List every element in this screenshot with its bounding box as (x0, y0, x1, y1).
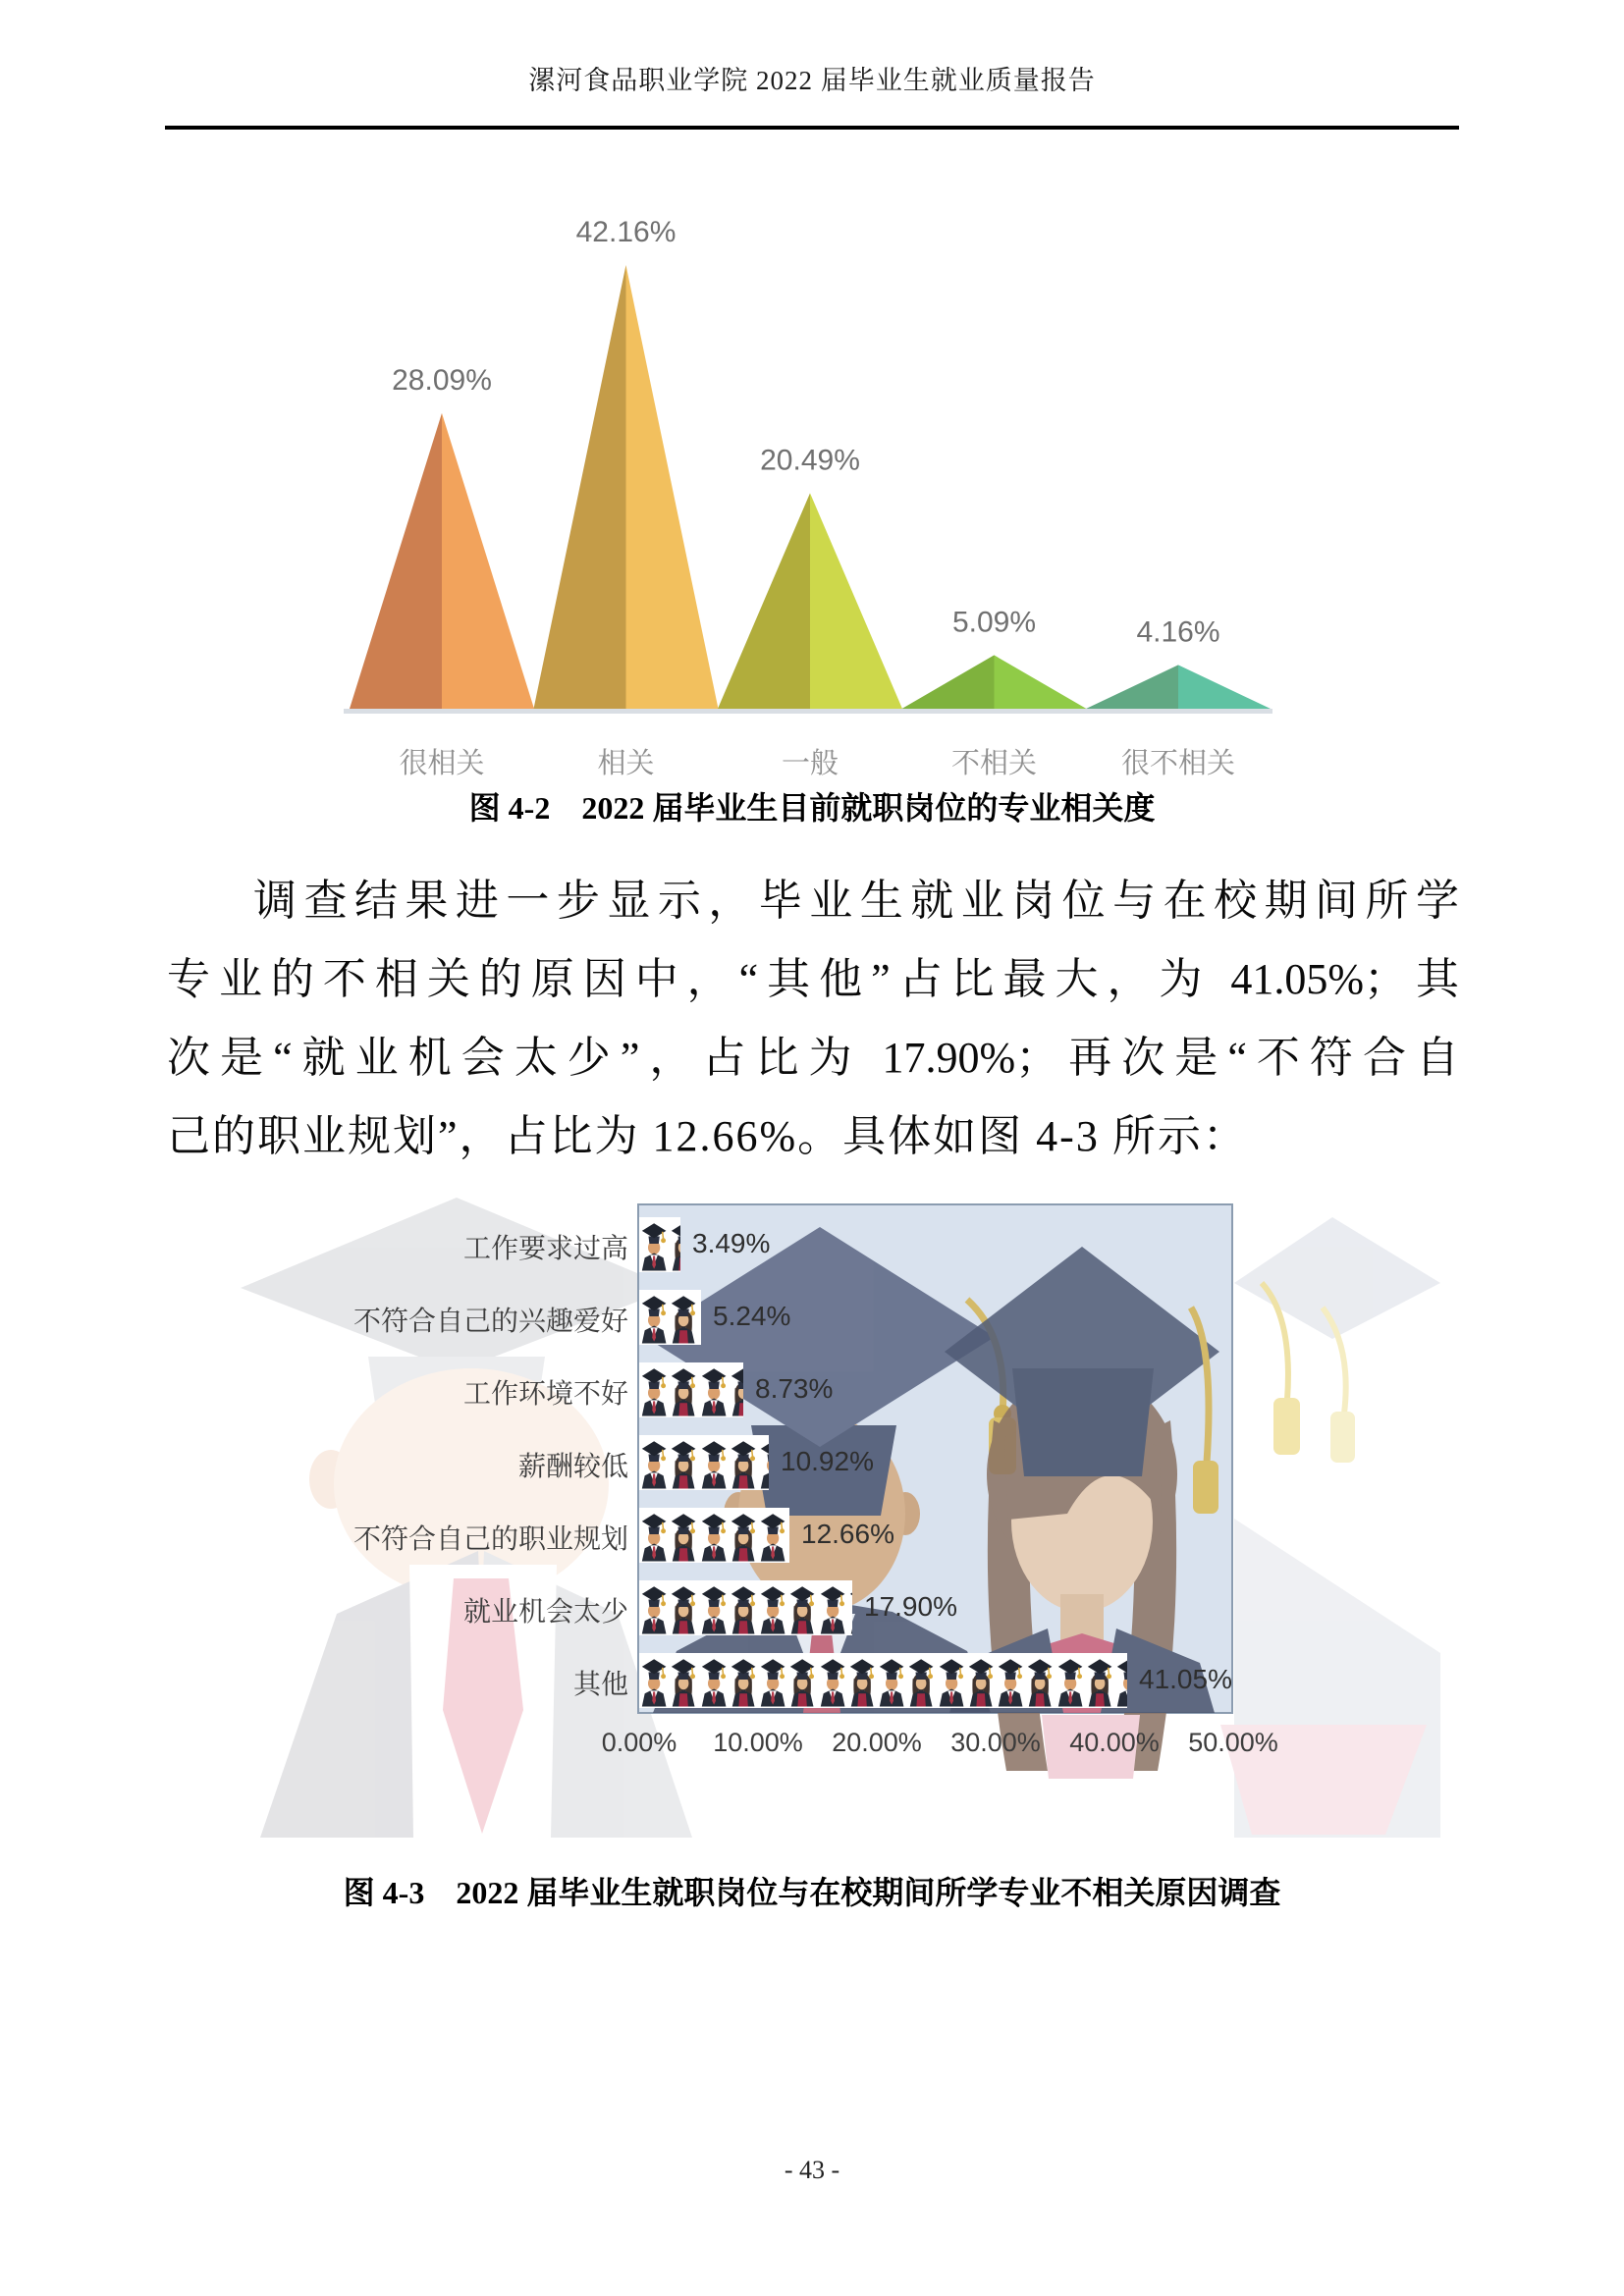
chart2-category-label: 其他 (572, 1670, 628, 1700)
triangle-bar-left (1086, 665, 1178, 709)
chart2-value-label: 41.05% (1139, 1664, 1232, 1694)
chart2-category-label: 不符合自己的职业规划 (352, 1524, 628, 1555)
male-graduate-icon (699, 1436, 729, 1489)
chart2-pictogram-bar (639, 1217, 680, 1272)
male-graduate-icon (758, 1654, 787, 1707)
page-number: - 43 - (784, 2156, 840, 2184)
female-graduate-icon (729, 1654, 758, 1707)
category-label: 一般 (781, 748, 839, 779)
male-graduate-icon (699, 1509, 729, 1562)
value-label: 5.09% (951, 606, 1037, 639)
paragraph-line: 专业的不相关的原因中，“其他”占比最大，为 41.05%；其 (167, 955, 1459, 1003)
female-graduate-icon (787, 1654, 817, 1707)
female-graduate-icon (669, 1218, 680, 1271)
chart2-category-label: 就业机会太少 (462, 1597, 628, 1628)
female-graduate-icon (669, 1436, 698, 1489)
male-graduate-icon (639, 1436, 669, 1489)
value-label: 4.16% (1136, 615, 1220, 649)
triangle-bar-left (534, 265, 626, 709)
triangle-bar-right (626, 265, 719, 709)
chart2-pictogram-bar (639, 1653, 1127, 1708)
paragraph-line: 己的职业规划”，占比为 12.66%。具体如图 4-3 所示： (167, 1112, 1248, 1160)
page-header-title: 漯河食品职业学院 2022 届毕业生就业质量报告 (528, 66, 1096, 95)
x-axis-tick-label: 40.00% (1069, 1728, 1160, 1757)
category-label: 不相关 (950, 748, 1038, 779)
x-axis-tick-label: 20.00% (832, 1728, 922, 1757)
male-graduate-icon (699, 1363, 729, 1416)
female-graduate-icon (847, 1581, 852, 1634)
male-graduate-icon (699, 1581, 729, 1634)
chart2-value-label: 3.49% (692, 1228, 771, 1258)
female-graduate-icon (729, 1581, 758, 1634)
chart2-pictogram-bar (639, 1435, 769, 1490)
figure-4-2-caption: 图 4-2 2022 届毕业生目前就职岗位的专业相关度 (468, 790, 1156, 826)
female-graduate-icon (1085, 1654, 1114, 1707)
male-graduate-icon (877, 1654, 906, 1707)
female-graduate-icon (669, 1581, 698, 1634)
paragraph-line: 次是“就业机会太少”，占比为 17.90%；再次是“不符合自 (167, 1034, 1459, 1082)
male-graduate-icon (639, 1291, 669, 1344)
value-label: 42.16% (575, 216, 677, 248)
female-graduate-icon (729, 1436, 758, 1489)
male-graduate-icon (818, 1654, 847, 1707)
female-graduate-icon (669, 1509, 698, 1562)
male-graduate-icon (639, 1218, 669, 1271)
female-graduate-icon (669, 1363, 698, 1416)
relevance-triangle-chart (167, 137, 1457, 797)
paragraph-line: 调查结果进一步显示，毕业生就业岗位与在校期间所学 (253, 877, 1459, 925)
chart2-value-label: 8.73% (755, 1373, 834, 1404)
female-graduate-icon (669, 1654, 698, 1707)
male-graduate-icon (818, 1581, 847, 1634)
male-graduate-icon (699, 1291, 702, 1344)
female-graduate-icon (966, 1654, 996, 1707)
chart2-value-label: 10.92% (781, 1446, 874, 1476)
triangle-bar-right (442, 413, 534, 709)
x-axis-tick-label: 10.00% (713, 1728, 803, 1757)
chart-baseline (344, 709, 1272, 714)
chart2-category-label: 工作要求过高 (462, 1234, 628, 1264)
female-graduate-icon (669, 1291, 698, 1344)
category-label: 相关 (597, 748, 655, 779)
female-graduate-icon (787, 1509, 789, 1562)
female-graduate-icon (729, 1509, 758, 1562)
male-graduate-icon (758, 1436, 769, 1489)
chart2-value-label: 12.66% (801, 1519, 894, 1549)
chart2-pictogram-bar (639, 1580, 852, 1635)
female-graduate-icon (729, 1363, 743, 1416)
male-graduate-icon (699, 1654, 729, 1707)
male-graduate-icon (758, 1509, 787, 1562)
male-graduate-icon (639, 1363, 669, 1416)
male-graduate-icon (1056, 1654, 1085, 1707)
male-graduate-icon (639, 1581, 669, 1634)
chart2-value-label: 5.24% (713, 1301, 791, 1331)
female-graduate-icon (787, 1581, 817, 1634)
chart2-pictogram-bar (639, 1362, 743, 1417)
chart2-category-label: 不符合自己的兴趣爱好 (352, 1307, 628, 1337)
triangle-bar-right (810, 493, 902, 709)
triangle-bar-right (995, 655, 1087, 709)
chart2-category-label: 工作环境不好 (462, 1379, 628, 1410)
value-label: 20.49% (760, 444, 860, 477)
triangle-bar-left (718, 493, 810, 709)
female-graduate-icon (1025, 1654, 1055, 1707)
x-axis-tick-label: 0.00% (601, 1728, 677, 1757)
category-label: 很相关 (399, 748, 485, 779)
figure-4-3-caption: 图 4-3 2022 届毕业生就职岗位与在校期间所学专业不相关原因调查 (343, 1875, 1281, 1910)
category-label: 很不相关 (1120, 748, 1236, 779)
male-graduate-icon (937, 1654, 966, 1707)
x-axis-tick-label: 50.00% (1188, 1728, 1278, 1757)
female-graduate-icon (847, 1654, 877, 1707)
male-graduate-icon (639, 1509, 669, 1562)
triangle-bar-left (350, 413, 442, 709)
body-paragraph (167, 862, 1459, 1176)
chart2-category-label: 薪酬较低 (517, 1452, 628, 1482)
male-graduate-icon (1114, 1654, 1127, 1707)
male-graduate-icon (996, 1654, 1025, 1707)
header-divider (165, 126, 1459, 130)
value-label: 28.09% (392, 363, 492, 397)
chart2-pictogram-bar (639, 1508, 789, 1563)
triangle-bar-right (1178, 665, 1271, 709)
chart2-value-label: 17.90% (864, 1591, 957, 1622)
male-graduate-icon (758, 1581, 787, 1634)
chart2-pictogram-bar (639, 1290, 701, 1345)
triangle-bar-left (902, 655, 995, 709)
male-graduate-icon (639, 1654, 669, 1707)
x-axis-tick-label: 30.00% (950, 1728, 1041, 1757)
irrelevance-reason-pictogram-chart (221, 1190, 1460, 1838)
female-graduate-icon (906, 1654, 936, 1707)
